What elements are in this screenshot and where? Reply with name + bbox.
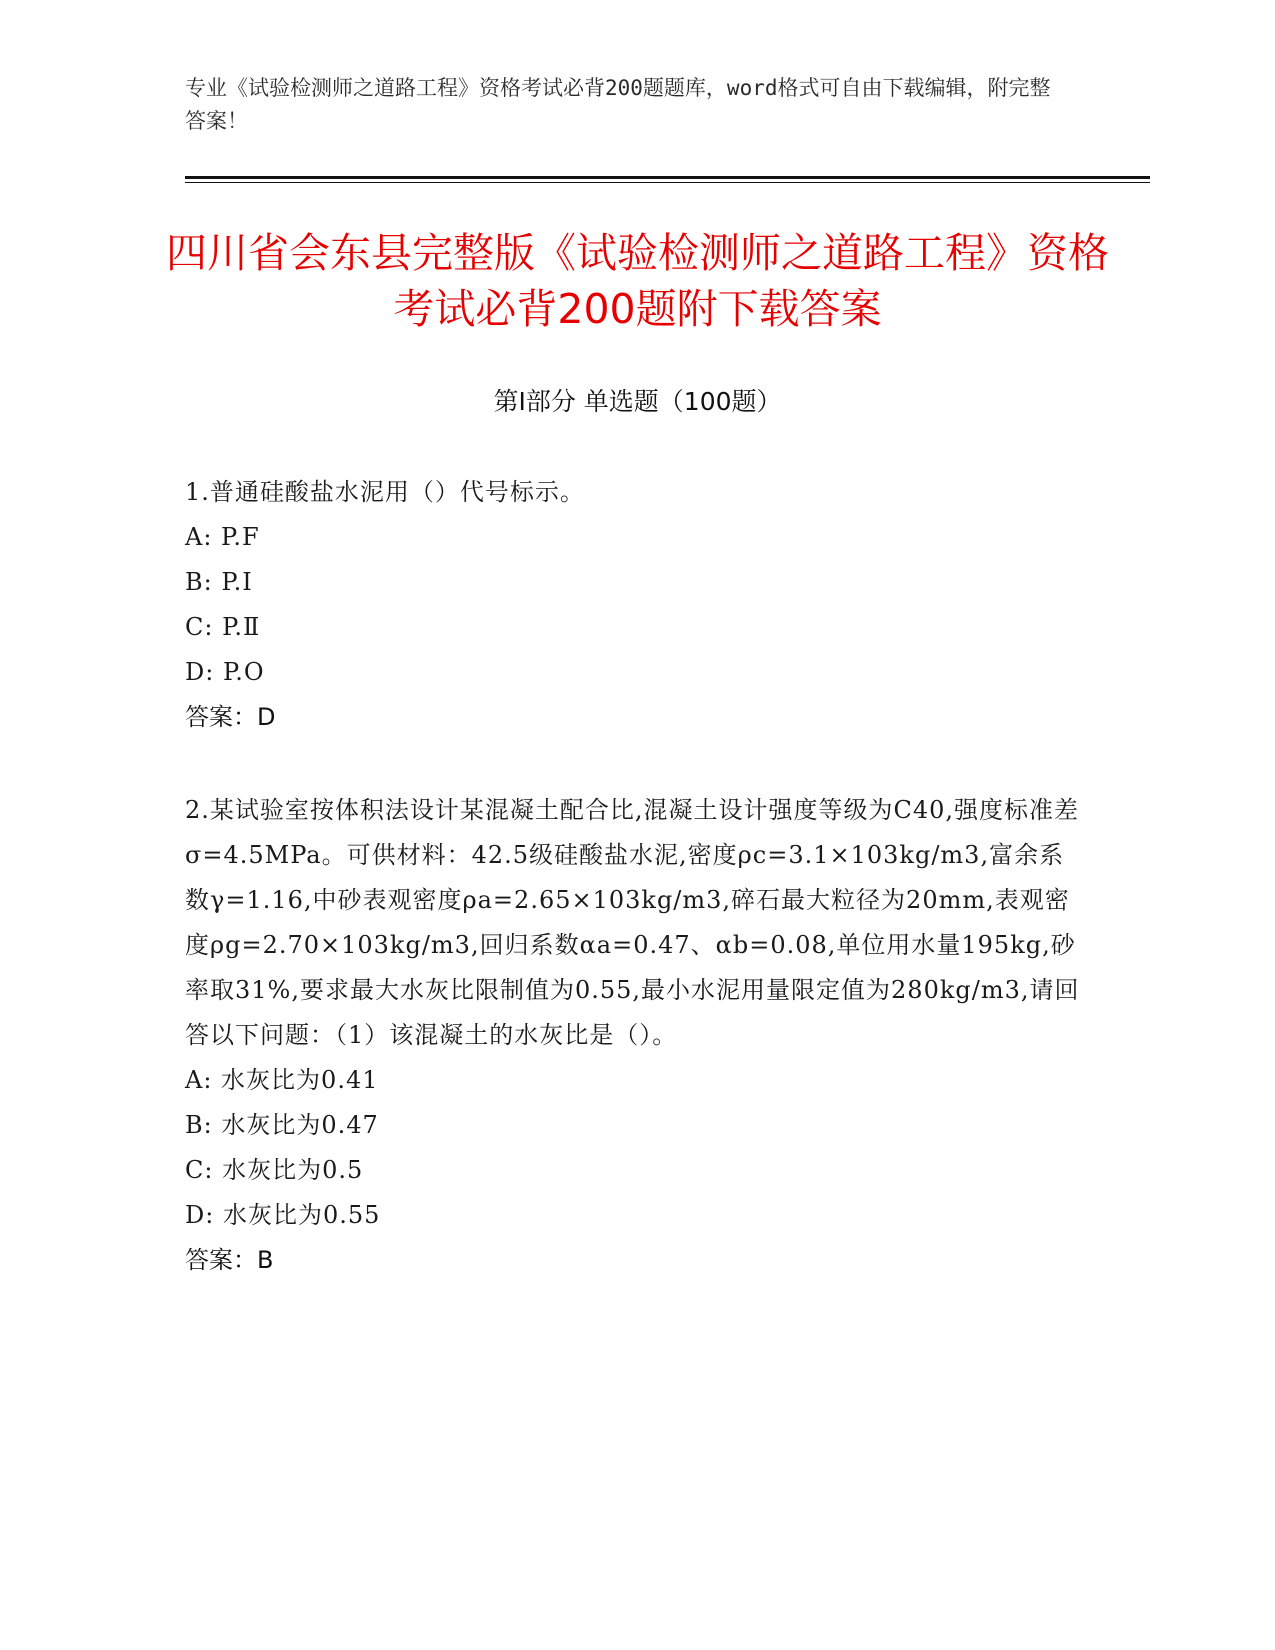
section-title: 第Ⅰ部分 单选题（100题） xyxy=(493,387,782,416)
option-c: C: P.Ⅱ xyxy=(185,613,261,641)
question-stem: 1.普通硅酸盐水泥用（）代号标示。 xyxy=(185,478,585,506)
option-d: D: 水灰比为0.55 xyxy=(185,1201,381,1229)
option-a: A: P.F xyxy=(185,523,260,551)
question-1 xyxy=(185,470,1085,740)
header-note: 专业《试验检测师之道路工程》资格考试必背200题题库，word格式可自由下载编辑，附完整答案！ xyxy=(185,76,1051,133)
document-title: 四川省会东县完整版《试验检测师之道路工程》资格考试必背200题附下载答案 xyxy=(166,229,1109,333)
answer: 答案：D xyxy=(185,703,276,731)
option-b: B: P.I xyxy=(185,568,253,596)
question-2 xyxy=(185,788,1085,1283)
option-c: C: 水灰比为0.5 xyxy=(185,1156,364,1184)
question-stem: 2.某试验室按体积法设计某混凝土配合比,混凝土设计强度等级为C40,强度标准差σ=4.5MPa。可供材料：42.5级硅酸盐水泥,密度ρc=3.1×103kg/m3,富余系数γ=1.16,中砂表观密度ρa=2.65×103kg/m3,碎石最大粒径为20mm,表观密度ρg=2.70×103kg/m3,回归系数αa=0.47、αb=0.08,单位用水量195kg,砂率取31%,要求最大水灰比限制值为0.55,最小水泥用量限定值为280kg/m3,请回答以下问题：（1）该混凝土的水灰比是（）。 xyxy=(185,796,1080,1049)
option-d: D: P.O xyxy=(185,658,265,686)
answer: 答案：B xyxy=(185,1246,274,1274)
header-divider-thin xyxy=(185,182,1150,183)
option-a: A: 水灰比为0.41 xyxy=(185,1066,379,1094)
header-divider-thick xyxy=(185,176,1150,179)
option-b: B: 水灰比为0.47 xyxy=(185,1111,379,1139)
